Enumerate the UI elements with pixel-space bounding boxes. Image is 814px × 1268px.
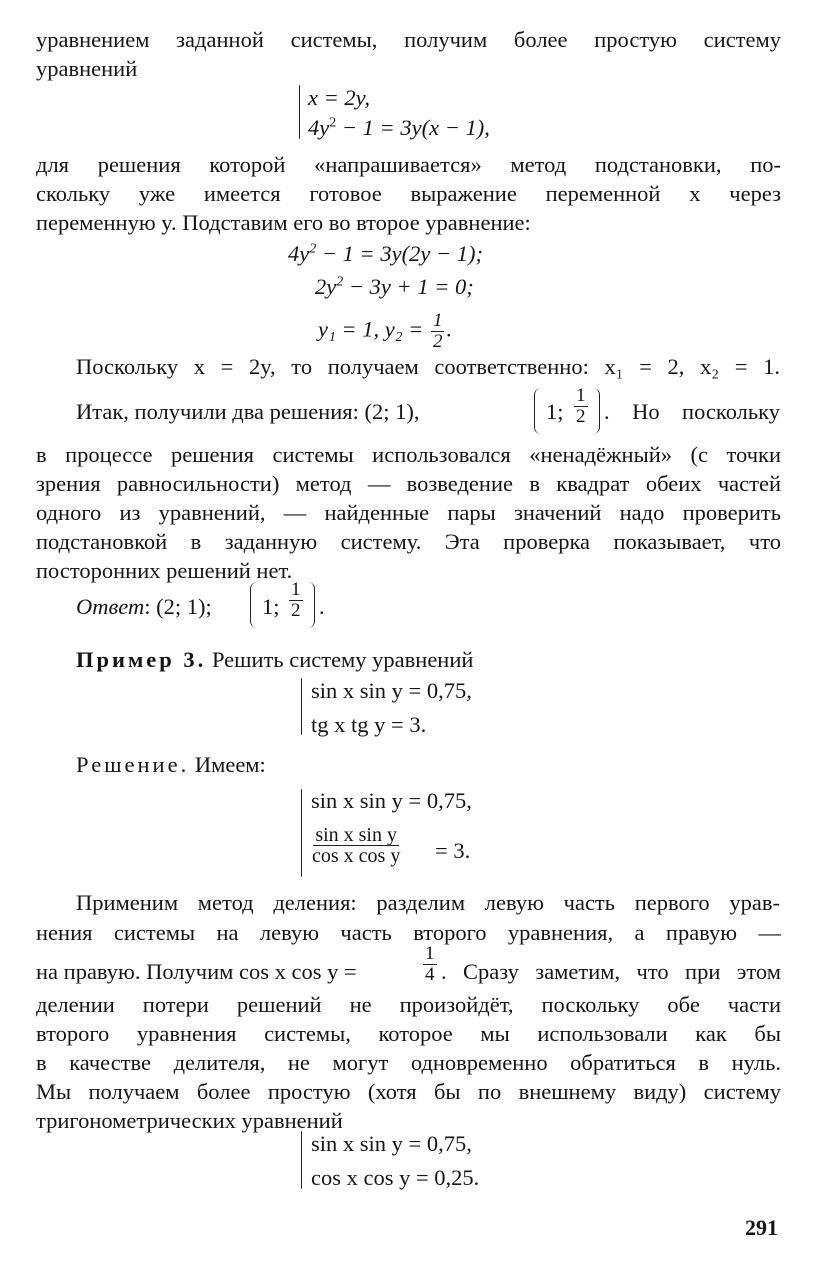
equation [315, 272, 474, 301]
text-line: . Но поскольку [604, 399, 780, 424]
denominator: 2 [432, 331, 443, 352]
equation-part: 4y [288, 241, 310, 266]
paren-left [534, 388, 541, 434]
fraction [423, 944, 437, 985]
page-number: 291 [745, 1215, 778, 1240]
text-line: уравнений [36, 56, 138, 81]
fraction [310, 825, 402, 866]
equation: tg x tg y = 3. [311, 712, 427, 737]
fraction [574, 386, 588, 427]
text-line: делении потери решений не произойдёт, поскольку обе части [36, 992, 781, 1017]
equation [288, 239, 483, 268]
punctuation: . [319, 594, 325, 619]
equation: sin x sin y = 0,75, [311, 1131, 472, 1156]
solution-text: Имеем: [189, 752, 266, 777]
equation-part: − 3y + 1 = 0; [343, 274, 474, 299]
text-line: зрения равносильности) метод — возведение в квадрат обеих частей [36, 471, 781, 496]
denominator: 2 [291, 600, 301, 621]
equation: 1; [546, 399, 564, 424]
system-brace [301, 678, 302, 735]
numerator: 1 [576, 385, 586, 406]
text-line: тригонометрических уравнений [36, 1108, 343, 1133]
exponent: 2 [336, 274, 344, 290]
text-line: подстановкой в заданную систему. Эта проверка показывает, что [36, 529, 781, 554]
equation [308, 113, 490, 142]
system-brace [301, 1131, 302, 1189]
equation: cos x cos y = 0,25. [311, 1165, 480, 1190]
equation-part: 2y [315, 274, 337, 299]
equation-part: y₁ = 1, y₂ = [318, 316, 424, 342]
system-brace [299, 85, 300, 139]
equation: y₁ = 1, y₂ = $\frac{1}{2}$ . [318, 310, 453, 352]
fraction [289, 580, 303, 621]
text-line: скольку уже имеется готовое выражение переменной x через [36, 181, 781, 206]
exponent: 2 [329, 115, 337, 131]
equation: sin x sin y = 0,75, [311, 678, 472, 703]
exponent: 2 [309, 241, 317, 257]
equation: x = 2y, [308, 85, 371, 110]
text-line: . Сразу заметим, что при этом [441, 959, 781, 984]
text-line: Мы получаем более простую (хотя бы по внешнему виду) систему [36, 1079, 781, 1104]
text-line: одного из уравнений, — найденные пары значений надо проверить [36, 500, 781, 525]
paren-left [250, 582, 257, 628]
text-line: второго уравнения системы, которое мы использовали как бы [36, 1021, 781, 1046]
text-line: Поскольку x = 2y, то получаем соответственно: x₁ = 2, x₂ = 1. [76, 354, 780, 379]
text-line: нения системы на левую часть второго уравнения, а правую — [36, 920, 781, 945]
numerator: 1 [425, 943, 435, 964]
solution-label: Решение. [76, 752, 190, 777]
paren-right [593, 388, 600, 434]
denominator: cos x cos y [312, 845, 401, 867]
system-brace [301, 789, 302, 877]
solution-heading [76, 750, 266, 779]
text-line: на правую. Получим cos x cos y = [36, 959, 357, 984]
example-heading [76, 645, 473, 674]
text-line: уравнением заданной системы, получим более простую систему [36, 27, 781, 52]
text-line: переменную y. Подставим его во второе уравнение: [36, 210, 531, 235]
answer-line [76, 592, 212, 621]
text-line: в качестве делителя, не могут одновременно обратиться в нуль. [36, 1050, 781, 1075]
equation: sin x sin y = 0,75, [311, 788, 472, 813]
example-label: Пример 3. [76, 647, 207, 672]
text-line: в процессе решения системы использовался «ненадёжный» (с точки [36, 442, 781, 467]
text-line: для решения которой «напрашивается» метод подстановки, по- [36, 152, 781, 177]
equation-part: − 1 = 3y(x − 1), [336, 115, 490, 140]
text-line: Применим метод деления: разделим левую часть первого урав- [76, 890, 780, 915]
text-line: посторонних решений нет. [36, 558, 293, 583]
fraction [431, 311, 445, 352]
paren-right [308, 582, 315, 628]
denominator: 4 [425, 964, 435, 985]
equation: = 3. [435, 838, 471, 863]
numerator: 1 [291, 579, 301, 600]
numerator: sin x sin y [315, 824, 397, 846]
example-text: Решить систему уравнений [206, 647, 474, 672]
equation: 1; [262, 594, 280, 619]
equation-part: − 1 = 3y(2y − 1); [316, 241, 484, 266]
text-line: Итак, получили два решения: (2; 1), [76, 399, 420, 424]
answer-label: Ответ [76, 594, 145, 619]
answer-text: : (2; 1); [144, 594, 212, 619]
numerator: 1 [432, 310, 443, 331]
equation-part: 4y [308, 115, 330, 140]
denominator: 2 [576, 406, 586, 427]
